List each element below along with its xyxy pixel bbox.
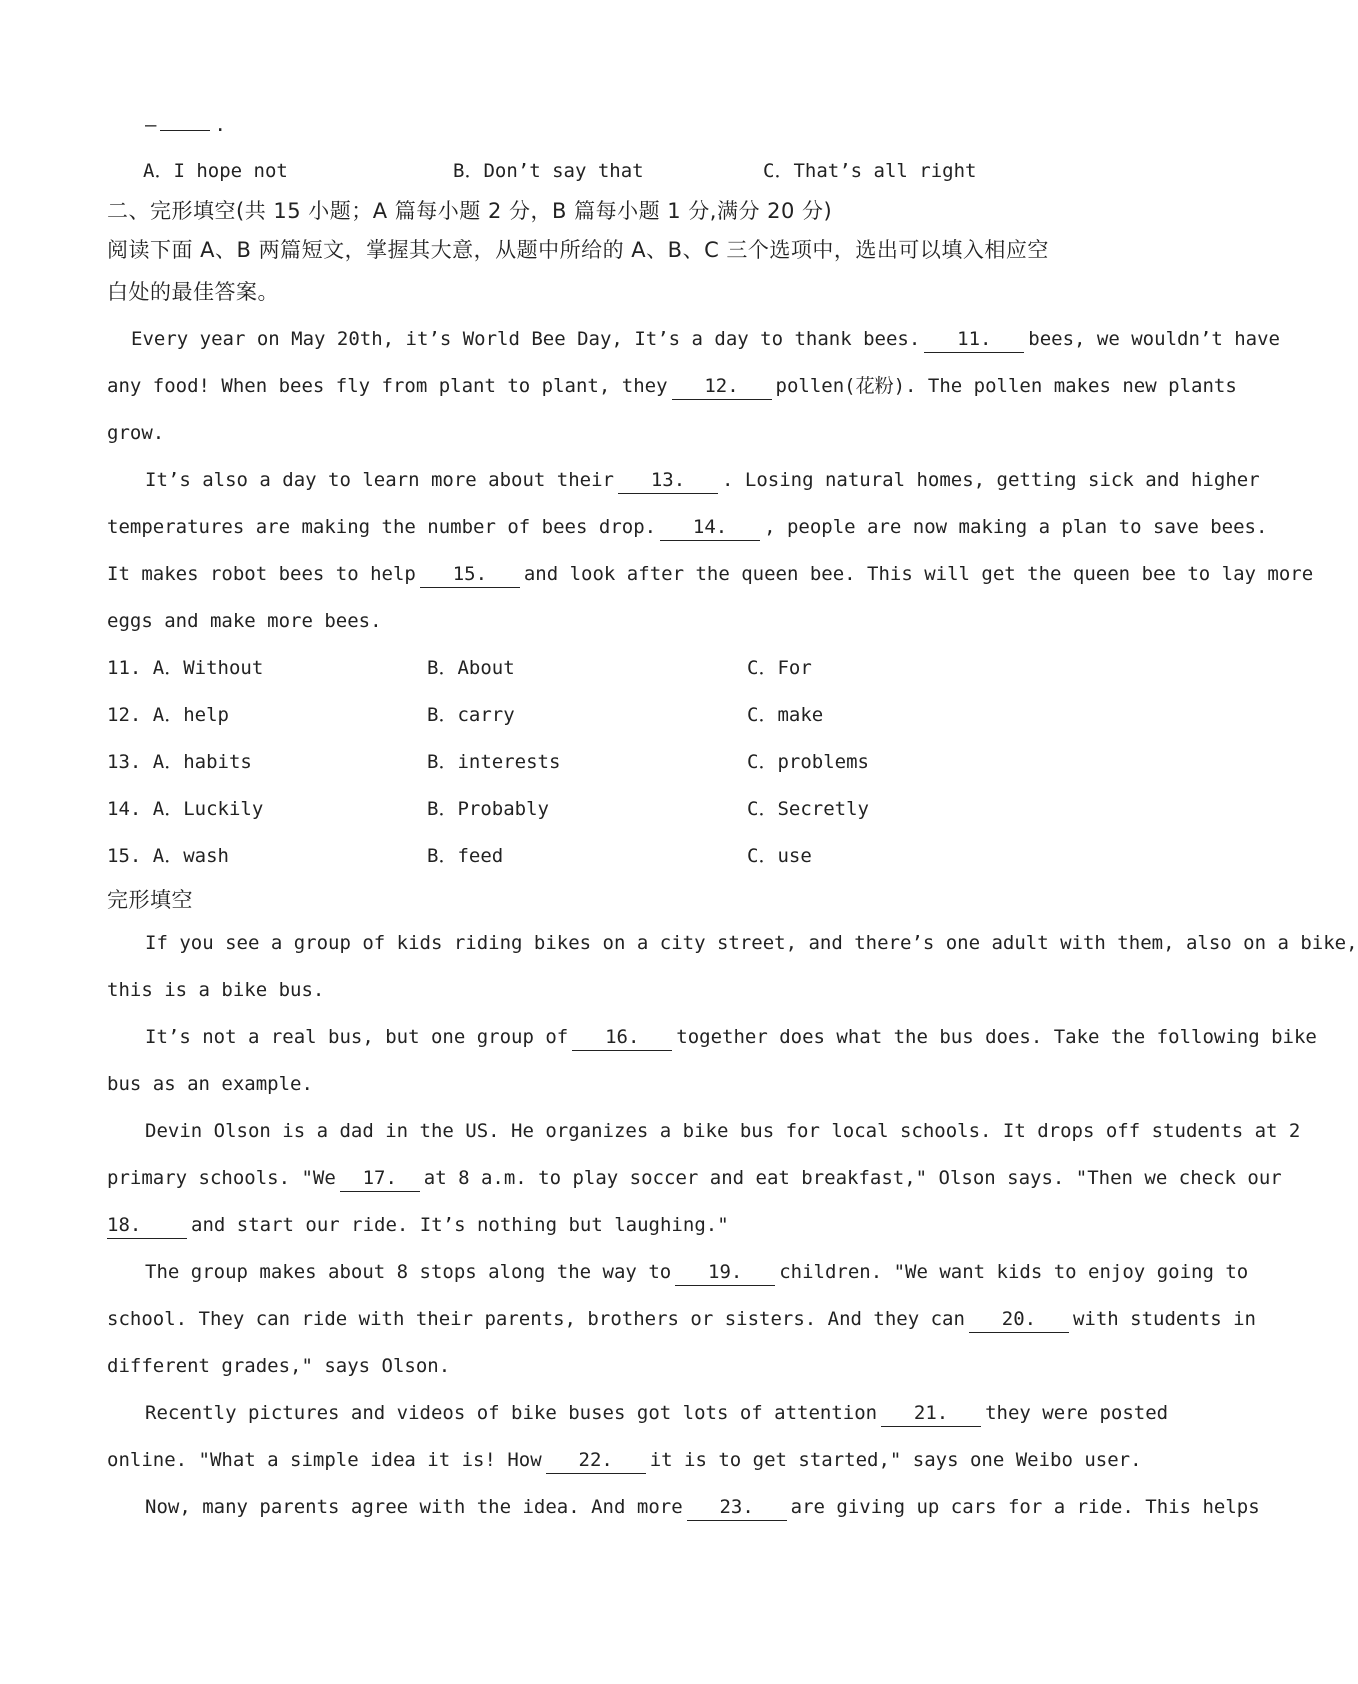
blank-15[interactable]: 15. xyxy=(420,561,520,588)
option-a[interactable]: A．help xyxy=(152,704,229,726)
passage-b-text: Recently pictures and videos of bike buses got lots of attention xyxy=(145,1402,878,1424)
passage-b-line xyxy=(115,1390,1169,1437)
question-number: 14. xyxy=(107,798,142,820)
option-a[interactable]: A．wash xyxy=(152,845,229,867)
question-row xyxy=(107,739,1095,786)
passage-b-line xyxy=(115,1108,1301,1155)
answer-blank xyxy=(160,130,210,131)
passage-a-line xyxy=(115,316,1280,363)
option-c[interactable]: C．use xyxy=(747,845,812,867)
passage-a-text: It’s also a day to learn more about their xyxy=(145,469,614,491)
blank-11[interactable]: 11. xyxy=(924,326,1024,353)
passage-b-text: online. "What a simple idea it is! How xyxy=(107,1449,542,1471)
passage-a-line xyxy=(107,504,1268,551)
section-instruction-cont: 白处的最佳答案。 xyxy=(107,280,279,304)
question-row xyxy=(107,833,1095,880)
passage-a-text: , people are now making a plan to save bees. xyxy=(764,516,1268,538)
passage-b-line xyxy=(107,1437,1142,1484)
passage-b-text: they were posted xyxy=(985,1402,1169,1424)
passage-a-text: eggs and make more bees. xyxy=(107,610,382,632)
passage-b-text: Now, many parents agree with the idea. And more xyxy=(145,1496,683,1518)
passage-b-title: 完形填空 xyxy=(107,888,193,912)
option-b[interactable]: B．carry xyxy=(427,704,515,726)
passage-b-text: It’s not a real bus, but one group of xyxy=(145,1026,569,1048)
question-row xyxy=(107,692,1095,739)
passage-b-line xyxy=(107,1202,1095,1249)
question-number: 11. xyxy=(107,657,142,679)
passage-a-line xyxy=(107,363,1237,410)
passage-b-text: and start our ride. It’s nothing but laughing." xyxy=(191,1214,729,1236)
passage-a-text: grow. xyxy=(107,422,165,444)
passage-a-text: bees, we wouldn’t have xyxy=(1028,328,1280,350)
passage-b-text: this is a bike bus. xyxy=(107,979,325,1001)
blank-22[interactable]: 22. xyxy=(546,1447,646,1474)
passage-b-line xyxy=(107,1343,1095,1390)
passage-a-line xyxy=(107,410,1095,457)
option-c[interactable]: C．problems xyxy=(747,751,869,773)
blank-21[interactable]: 21. xyxy=(881,1400,981,1427)
previous-options-row xyxy=(115,150,1095,192)
passage-b-text: children. "We want kids to enjoy going to xyxy=(779,1261,1249,1283)
passage-b-text: are giving up cars for a ride. This helps xyxy=(790,1496,1260,1518)
exam-page xyxy=(107,110,1358,1531)
blank-23[interactable]: 23. xyxy=(687,1494,787,1521)
previous-answer-line xyxy=(115,110,1095,150)
passage-b-text: bus as an example. xyxy=(107,1073,313,1095)
question-number: 13. xyxy=(107,751,142,773)
blank-17[interactable]: 17. xyxy=(340,1165,420,1192)
question-number: 15. xyxy=(107,845,142,867)
passage-a-text: It makes robot bees to help xyxy=(107,563,416,585)
passage-b-text: school. They can ride with their parents, brothers or sisters. And they can xyxy=(107,1308,965,1330)
section-instruction: 阅读下面 A、B 两篇短文，掌握其大意，从题中所给的 A、B、C 三个选项中，选出可以填入相应空 xyxy=(107,238,1049,262)
blank-12[interactable]: 12. xyxy=(672,373,772,400)
option-a[interactable]: A．habits xyxy=(152,751,252,773)
option-b[interactable]: B．About xyxy=(427,657,515,679)
passage-b-line xyxy=(115,1484,1260,1531)
option-c[interactable]: C．make xyxy=(747,704,824,726)
option-b[interactable]: B．interests xyxy=(427,751,561,773)
passage-b-text: at 8 a.m. to play soccer and eat breakfast," Olson says. "Then we check our xyxy=(423,1167,1282,1189)
passage-b-line xyxy=(115,1249,1249,1296)
passage-b-text: it is to get started," says one Weibo user. xyxy=(649,1449,1142,1471)
passage-b-line xyxy=(107,1061,1095,1108)
previous-option-a: A．I hope not xyxy=(143,160,288,182)
passage-a-text: Every year on May 20th, it’s World Bee Day, It’s a day to thank bees. xyxy=(131,328,921,350)
blank-20[interactable]: 20. xyxy=(969,1306,1069,1333)
passage-a-line xyxy=(107,551,1314,598)
section-heading: 二、完形填空(共 15 小题；A 篇每小题 2 分，B 篇每小题 1 分,满分 20 分) xyxy=(107,199,833,223)
option-c[interactable]: C．Secretly xyxy=(747,798,869,820)
question-row xyxy=(107,786,1095,833)
passage-b-line xyxy=(115,1014,1317,1061)
blank-16[interactable]: 16. xyxy=(572,1024,672,1051)
passage-a-text: pollen(花粉). The pollen makes new plants xyxy=(775,375,1237,397)
passage-a-text: . Losing natural homes, getting sick and higher xyxy=(722,469,1260,491)
option-a[interactable]: A．Without xyxy=(152,657,264,679)
passage-b-text: with students in xyxy=(1072,1308,1256,1330)
passage-b-line xyxy=(107,1155,1282,1202)
answer-dash: — xyxy=(145,114,157,136)
passage-a-text: temperatures are making the number of bees drop. xyxy=(107,516,657,538)
passage-b-line xyxy=(107,967,1095,1014)
previous-option-c: C．That’s all right xyxy=(763,160,977,182)
passage-a-line xyxy=(107,598,1095,645)
passage-b-text: different grades," says Olson. xyxy=(107,1355,451,1377)
passage-b-line xyxy=(115,920,1358,967)
blank-14[interactable]: 14. xyxy=(660,514,760,541)
question-row xyxy=(107,645,1095,692)
passage-a-line xyxy=(115,457,1260,504)
option-b[interactable]: B．Probably xyxy=(427,798,549,820)
passage-b-line xyxy=(107,1296,1256,1343)
passage-a-text: any food! When bees fly from plant to plant, they xyxy=(107,375,668,397)
blank-19[interactable]: 19. xyxy=(675,1259,775,1286)
passage-b-text: Devin Olson is a dad in the US. He organizes a bike bus for local schools. It drops off students at 2 xyxy=(145,1120,1301,1142)
passage-b-text: The group makes about 8 stops along the way to xyxy=(145,1261,672,1283)
blank-18[interactable]: 18. xyxy=(107,1212,187,1239)
passage-b-text: primary schools. "We xyxy=(107,1167,336,1189)
option-a[interactable]: A．Luckily xyxy=(152,798,264,820)
option-b[interactable]: B．feed xyxy=(427,845,504,867)
answer-period: . xyxy=(214,114,226,136)
previous-option-b: B．Don’t say that xyxy=(453,160,644,182)
passage-b-text: If you see a group of kids riding bikes on a city street, and there’s one adult with them, also on a bike, xyxy=(145,932,1358,954)
question-number: 12. xyxy=(107,704,142,726)
option-c[interactable]: C．For xyxy=(747,657,812,679)
passage-b-text: together does what the bus does. Take the following bike xyxy=(676,1026,1317,1048)
questions-a-list xyxy=(107,645,1095,880)
passage-a-text: and look after the queen bee. This will get the queen bee to lay more xyxy=(523,563,1314,585)
blank-13[interactable]: 13. xyxy=(618,467,718,494)
